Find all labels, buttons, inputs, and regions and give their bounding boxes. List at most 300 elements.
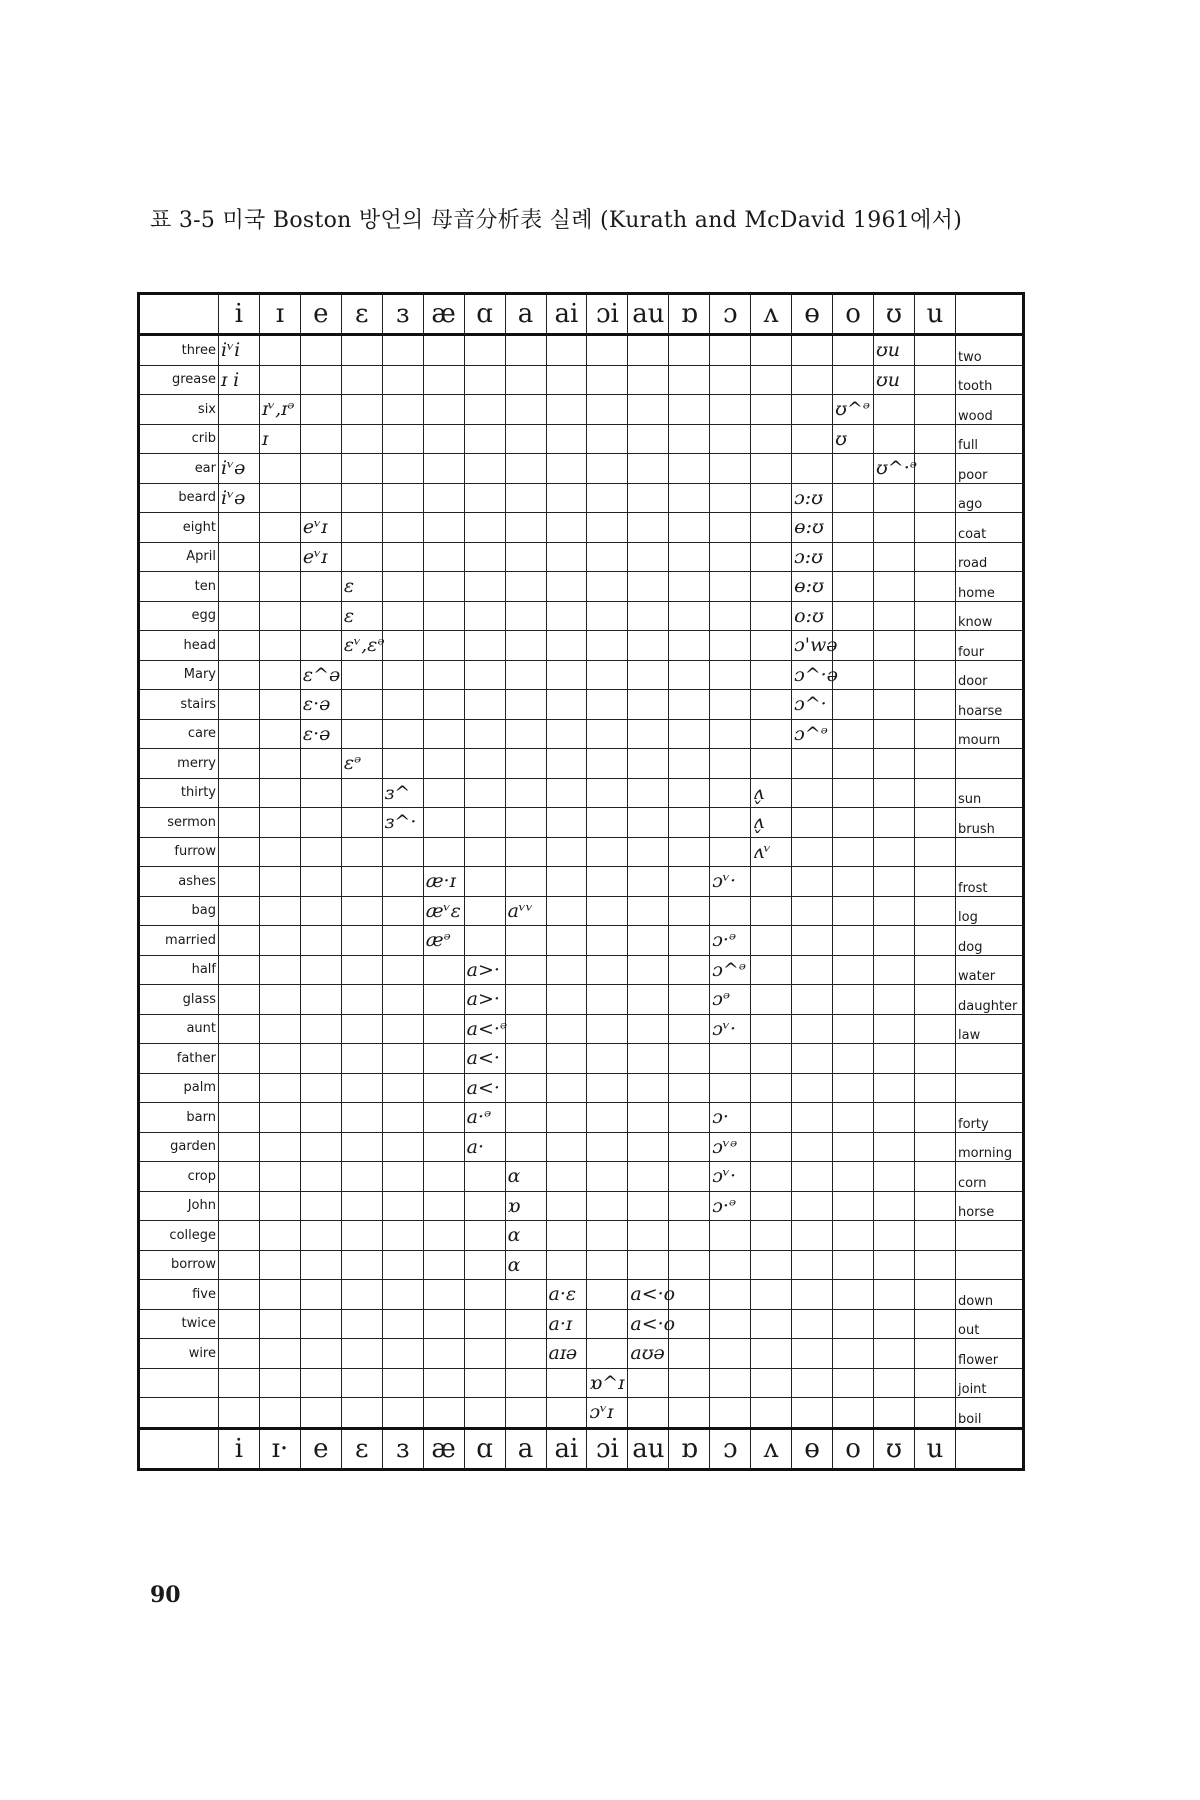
transcription-cell	[546, 365, 587, 395]
table-row	[139, 1339, 1024, 1369]
transcription-cell	[874, 601, 915, 631]
header-vowel: i	[219, 294, 260, 335]
transcription-cell	[710, 1073, 751, 1103]
transcription-cell	[259, 365, 300, 395]
table-row	[139, 365, 1024, 395]
transcription-cell	[914, 513, 955, 543]
row-word-left: five	[139, 1280, 219, 1310]
transcription-cell	[382, 749, 423, 779]
transcription-cell	[587, 867, 628, 897]
transcription-cell	[382, 1191, 423, 1221]
footer-vowel: o	[833, 1428, 874, 1469]
table-row	[139, 601, 1024, 631]
transcription-cell	[546, 749, 587, 779]
table-row	[139, 690, 1024, 720]
transcription-cell	[505, 365, 546, 395]
transcription-cell: ɔᵊ	[710, 985, 751, 1015]
transcription-cell	[587, 542, 628, 572]
transcription-cell	[833, 1398, 874, 1429]
transcription-cell	[669, 365, 710, 395]
transcription-cell	[546, 896, 587, 926]
transcription-cell	[219, 1250, 260, 1280]
transcription-cell	[792, 896, 833, 926]
transcription-cell	[628, 365, 669, 395]
transcription-cell	[259, 572, 300, 602]
transcription-cell	[914, 1014, 955, 1044]
transcription-cell: ɛ	[341, 572, 382, 602]
transcription-cell: ɔ^ᵊ	[710, 955, 751, 985]
transcription-cell	[505, 1132, 546, 1162]
row-word-left: glass	[139, 985, 219, 1015]
transcription-cell	[833, 1250, 874, 1280]
transcription-cell	[382, 955, 423, 985]
transcription-cell	[259, 778, 300, 808]
transcription-cell: ʊ^·ᵊ	[874, 454, 915, 484]
transcription-cell	[464, 778, 505, 808]
row-word-left: married	[139, 926, 219, 956]
footer-vowel: ʊ	[874, 1428, 915, 1469]
transcription-cell	[219, 1339, 260, 1369]
transcription-cell	[382, 424, 423, 454]
transcription-cell	[219, 719, 260, 749]
transcription-cell	[628, 926, 669, 956]
transcription-cell	[423, 837, 464, 867]
transcription-cell	[505, 395, 546, 425]
transcription-cell	[341, 1191, 382, 1221]
transcription-cell: ɑ	[505, 1221, 546, 1251]
transcription-cell	[874, 572, 915, 602]
transcription-cell	[300, 424, 341, 454]
transcription-cell	[751, 896, 792, 926]
transcription-cell	[587, 572, 628, 602]
transcription-cell	[874, 690, 915, 720]
transcription-cell	[669, 778, 710, 808]
row-word-left: grease	[139, 365, 219, 395]
transcription-cell	[669, 601, 710, 631]
row-word-left: furrow	[139, 837, 219, 867]
transcription-cell	[546, 1132, 587, 1162]
transcription-cell	[669, 1398, 710, 1429]
transcription-cell	[423, 513, 464, 543]
transcription-cell	[546, 926, 587, 956]
transcription-cell	[259, 837, 300, 867]
transcription-cell: a<·ᵊ	[464, 1014, 505, 1044]
transcription-cell	[341, 1250, 382, 1280]
row-word-right	[956, 1221, 1024, 1251]
transcription-cell	[874, 867, 915, 897]
transcription-cell	[464, 1339, 505, 1369]
transcription-cell	[792, 955, 833, 985]
transcription-cell	[587, 837, 628, 867]
transcription-cell: ɔᵛ·	[710, 1014, 751, 1044]
footer-vowel: u	[914, 1428, 955, 1469]
transcription-cell	[382, 483, 423, 513]
row-word-right: out	[956, 1309, 1024, 1339]
transcription-cell	[792, 1014, 833, 1044]
transcription-cell	[669, 572, 710, 602]
transcription-cell	[219, 955, 260, 985]
transcription-cell	[914, 808, 955, 838]
transcription-cell	[464, 1250, 505, 1280]
transcription-cell	[219, 1103, 260, 1133]
transcription-cell	[300, 1309, 341, 1339]
transcription-cell: a·	[464, 1132, 505, 1162]
transcription-cell	[341, 867, 382, 897]
transcription-cell	[259, 955, 300, 985]
transcription-cell	[669, 867, 710, 897]
transcription-cell	[546, 778, 587, 808]
transcription-cell	[751, 926, 792, 956]
transcription-cell	[710, 395, 751, 425]
transcription-cell: a<·	[464, 1044, 505, 1074]
transcription-cell: æᵛɛ	[423, 896, 464, 926]
transcription-cell: ɔ:ʊ	[792, 542, 833, 572]
transcription-cell	[587, 395, 628, 425]
transcription-cell	[505, 513, 546, 543]
transcription-cell	[300, 395, 341, 425]
transcription-cell	[546, 483, 587, 513]
transcription-cell	[792, 335, 833, 366]
header-vowel: ɔ	[710, 294, 751, 335]
transcription-cell	[751, 1250, 792, 1280]
transcription-cell	[751, 335, 792, 366]
transcription-cell	[382, 1368, 423, 1398]
transcription-cell	[423, 690, 464, 720]
footer-vowel: ai	[546, 1428, 587, 1469]
transcription-cell	[751, 1398, 792, 1429]
row-word-right: down	[956, 1280, 1024, 1310]
transcription-cell	[833, 454, 874, 484]
transcription-cell	[546, 1191, 587, 1221]
transcription-cell	[628, 1073, 669, 1103]
transcription-cell	[710, 513, 751, 543]
transcription-cell: æᵊ	[423, 926, 464, 956]
transcription-cell	[505, 1014, 546, 1044]
transcription-cell	[219, 572, 260, 602]
transcription-cell	[546, 454, 587, 484]
transcription-cell	[341, 660, 382, 690]
transcription-cell	[464, 1280, 505, 1310]
transcription-cell	[874, 1221, 915, 1251]
transcription-cell	[751, 1368, 792, 1398]
transcription-cell	[914, 660, 955, 690]
transcription-cell	[505, 601, 546, 631]
row-word-right: poor	[956, 454, 1024, 484]
transcription-cell	[792, 985, 833, 1015]
transcription-cell	[382, 1103, 423, 1133]
transcription-cell	[505, 837, 546, 867]
transcription-cell	[546, 335, 587, 366]
transcription-cell	[628, 1132, 669, 1162]
table-row	[139, 1398, 1024, 1429]
transcription-cell	[914, 1132, 955, 1162]
transcription-cell	[587, 660, 628, 690]
transcription-cell	[423, 1014, 464, 1044]
transcription-cell	[751, 365, 792, 395]
row-word-left: ear	[139, 454, 219, 484]
transcription-cell	[874, 1398, 915, 1429]
row-word-right: sun	[956, 778, 1024, 808]
footer-vowel: ɵ	[792, 1428, 833, 1469]
row-word-left: borrow	[139, 1250, 219, 1280]
table-row	[139, 1103, 1024, 1133]
transcription-cell	[669, 1162, 710, 1192]
transcription-cell	[874, 1103, 915, 1133]
transcription-cell	[914, 749, 955, 779]
table-row	[139, 1044, 1024, 1074]
transcription-cell	[341, 1132, 382, 1162]
transcription-cell	[259, 749, 300, 779]
table-row	[139, 1162, 1024, 1192]
header-vowel: ʊ	[874, 294, 915, 335]
transcription-cell	[914, 1339, 955, 1369]
row-word-left: sermon	[139, 808, 219, 838]
transcription-cell	[710, 808, 751, 838]
transcription-cell	[628, 749, 669, 779]
transcription-cell	[628, 483, 669, 513]
transcription-cell	[382, 1398, 423, 1429]
transcription-cell	[628, 778, 669, 808]
transcription-cell	[300, 1339, 341, 1369]
transcription-cell	[423, 808, 464, 838]
transcription-cell	[792, 867, 833, 897]
transcription-cell: ɜ^	[382, 778, 423, 808]
transcription-cell	[587, 926, 628, 956]
row-word-right: law	[956, 1014, 1024, 1044]
transcription-cell	[833, 513, 874, 543]
transcription-cell	[587, 335, 628, 366]
transcription-cell	[464, 1368, 505, 1398]
transcription-cell	[382, 1132, 423, 1162]
transcription-cell	[341, 926, 382, 956]
transcription-cell	[546, 660, 587, 690]
transcription-cell	[792, 808, 833, 838]
transcription-cell	[423, 1368, 464, 1398]
transcription-cell	[546, 1250, 587, 1280]
transcription-cell	[710, 1309, 751, 1339]
transcription-cell	[300, 365, 341, 395]
header-vowel: ɜ	[382, 294, 423, 335]
transcription-cell	[464, 1162, 505, 1192]
transcription-cell	[628, 572, 669, 602]
transcription-cell	[219, 1132, 260, 1162]
transcription-cell	[505, 1103, 546, 1133]
transcription-cell	[505, 424, 546, 454]
transcription-cell	[423, 335, 464, 366]
transcription-cell	[628, 1162, 669, 1192]
transcription-cell	[300, 1162, 341, 1192]
row-word-right: home	[956, 572, 1024, 602]
transcription-cell	[628, 1398, 669, 1429]
transcription-cell	[341, 454, 382, 484]
transcription-cell	[874, 778, 915, 808]
transcription-cell	[546, 1368, 587, 1398]
transcription-cell	[382, 1280, 423, 1310]
transcription-cell	[914, 1368, 955, 1398]
transcription-cell	[751, 1073, 792, 1103]
transcription-cell: a·ɪ	[546, 1309, 587, 1339]
transcription-cell	[300, 1280, 341, 1310]
transcription-cell	[914, 837, 955, 867]
row-word-right: boil	[956, 1398, 1024, 1429]
transcription-cell	[628, 1368, 669, 1398]
transcription-cell	[300, 1014, 341, 1044]
transcription-cell	[219, 926, 260, 956]
transcription-cell	[914, 926, 955, 956]
transcription-cell	[710, 1368, 751, 1398]
transcription-cell	[914, 601, 955, 631]
table-row	[139, 1221, 1024, 1251]
transcription-cell	[546, 1014, 587, 1044]
transcription-cell	[341, 1398, 382, 1429]
transcription-cell	[628, 1250, 669, 1280]
transcription-cell	[341, 513, 382, 543]
transcription-cell	[300, 572, 341, 602]
row-word-left: stairs	[139, 690, 219, 720]
transcription-cell	[792, 454, 833, 484]
transcription-cell	[874, 1162, 915, 1192]
transcription-cell: o:ʊ	[792, 601, 833, 631]
transcription-cell	[382, 1014, 423, 1044]
transcription-cell	[423, 572, 464, 602]
transcription-cell	[710, 690, 751, 720]
transcription-cell	[341, 1014, 382, 1044]
row-word-left: crop	[139, 1162, 219, 1192]
transcription-cell	[259, 513, 300, 543]
transcription-cell	[587, 1162, 628, 1192]
transcription-cell	[914, 1162, 955, 1192]
transcription-cell	[382, 1309, 423, 1339]
transcription-cell	[219, 1073, 260, 1103]
transcription-cell	[505, 778, 546, 808]
transcription-cell	[219, 896, 260, 926]
transcription-cell	[300, 896, 341, 926]
transcription-cell	[914, 1191, 955, 1221]
transcription-cell	[751, 1132, 792, 1162]
transcription-cell	[464, 867, 505, 897]
transcription-cell	[914, 1221, 955, 1251]
transcription-cell	[874, 1191, 915, 1221]
transcription-cell: ɒ^ɪ	[587, 1368, 628, 1398]
transcription-cell	[669, 1073, 710, 1103]
transcription-cell	[259, 1339, 300, 1369]
transcription-cell: ʊu	[874, 365, 915, 395]
transcription-cell	[587, 1073, 628, 1103]
transcription-cell: ɛᵛ,ɛᵊ	[341, 631, 382, 661]
transcription-cell: ɔ·ᵊ	[710, 926, 751, 956]
transcription-cell	[341, 1103, 382, 1133]
row-word-right: dog	[956, 926, 1024, 956]
transcription-cell	[300, 1044, 341, 1074]
footer-vowel: ɔi	[587, 1428, 628, 1469]
transcription-cell: aᵛᵛ	[505, 896, 546, 926]
transcription-cell	[300, 749, 341, 779]
transcription-cell	[423, 542, 464, 572]
transcription-cell	[423, 365, 464, 395]
transcription-cell	[423, 601, 464, 631]
transcription-cell: ɒ	[505, 1191, 546, 1221]
transcription-cell	[546, 1398, 587, 1429]
transcription-cell: eᵛɪ	[300, 513, 341, 543]
transcription-cell	[751, 1309, 792, 1339]
transcription-cell	[464, 601, 505, 631]
transcription-cell	[300, 1103, 341, 1133]
transcription-cell	[874, 1309, 915, 1339]
transcription-cell	[382, 690, 423, 720]
header-vowel: æ	[423, 294, 464, 335]
transcription-cell	[710, 424, 751, 454]
row-word-right: road	[956, 542, 1024, 572]
transcription-cell: a<·o	[628, 1309, 669, 1339]
transcription-cell: ɑ	[505, 1250, 546, 1280]
transcription-cell	[587, 1132, 628, 1162]
transcription-cell: ɔᵛᵊ	[710, 1132, 751, 1162]
transcription-cell	[300, 1073, 341, 1103]
header-vowel: ɑ	[464, 294, 505, 335]
transcription-cell	[423, 719, 464, 749]
transcription-cell	[300, 1368, 341, 1398]
transcription-cell	[628, 1014, 669, 1044]
transcription-cell	[628, 1103, 669, 1133]
transcription-cell	[751, 719, 792, 749]
transcription-cell	[464, 690, 505, 720]
transcription-cell: ʌ̬	[751, 778, 792, 808]
transcription-cell	[710, 778, 751, 808]
transcription-cell	[259, 660, 300, 690]
transcription-cell	[259, 1250, 300, 1280]
footer-blank-left	[139, 1428, 219, 1469]
row-word-right: four	[956, 631, 1024, 661]
transcription-cell	[669, 719, 710, 749]
transcription-cell	[914, 955, 955, 985]
transcription-cell	[341, 483, 382, 513]
transcription-cell	[341, 1280, 382, 1310]
header-vowel: o	[833, 294, 874, 335]
transcription-cell	[914, 719, 955, 749]
transcription-cell: a<·o	[628, 1280, 669, 1310]
transcription-cell	[300, 808, 341, 838]
transcription-cell	[464, 572, 505, 602]
row-word-right: full	[956, 424, 1024, 454]
transcription-cell	[259, 867, 300, 897]
transcription-cell	[751, 1221, 792, 1251]
transcription-cell: ɛ·ə	[300, 719, 341, 749]
transcription-cell	[874, 1132, 915, 1162]
transcription-cell	[464, 896, 505, 926]
transcription-cell	[505, 483, 546, 513]
transcription-cell	[505, 454, 546, 484]
transcription-cell	[587, 1191, 628, 1221]
transcription-cell	[219, 867, 260, 897]
transcription-cell	[505, 1398, 546, 1429]
transcription-cell	[792, 1103, 833, 1133]
transcription-cell	[792, 1280, 833, 1310]
transcription-cell	[914, 631, 955, 661]
transcription-cell: ɜ^·	[382, 808, 423, 838]
row-word-right	[956, 1073, 1024, 1103]
transcription-cell	[628, 424, 669, 454]
transcription-cell: ʊu	[874, 335, 915, 366]
transcription-cell	[751, 1014, 792, 1044]
transcription-cell	[710, 660, 751, 690]
transcription-cell	[669, 1368, 710, 1398]
transcription-cell	[874, 483, 915, 513]
table-row	[139, 985, 1024, 1015]
transcription-cell	[219, 1368, 260, 1398]
footer-row	[139, 1428, 1024, 1469]
transcription-cell	[341, 424, 382, 454]
transcription-cell: ʊ	[833, 424, 874, 454]
